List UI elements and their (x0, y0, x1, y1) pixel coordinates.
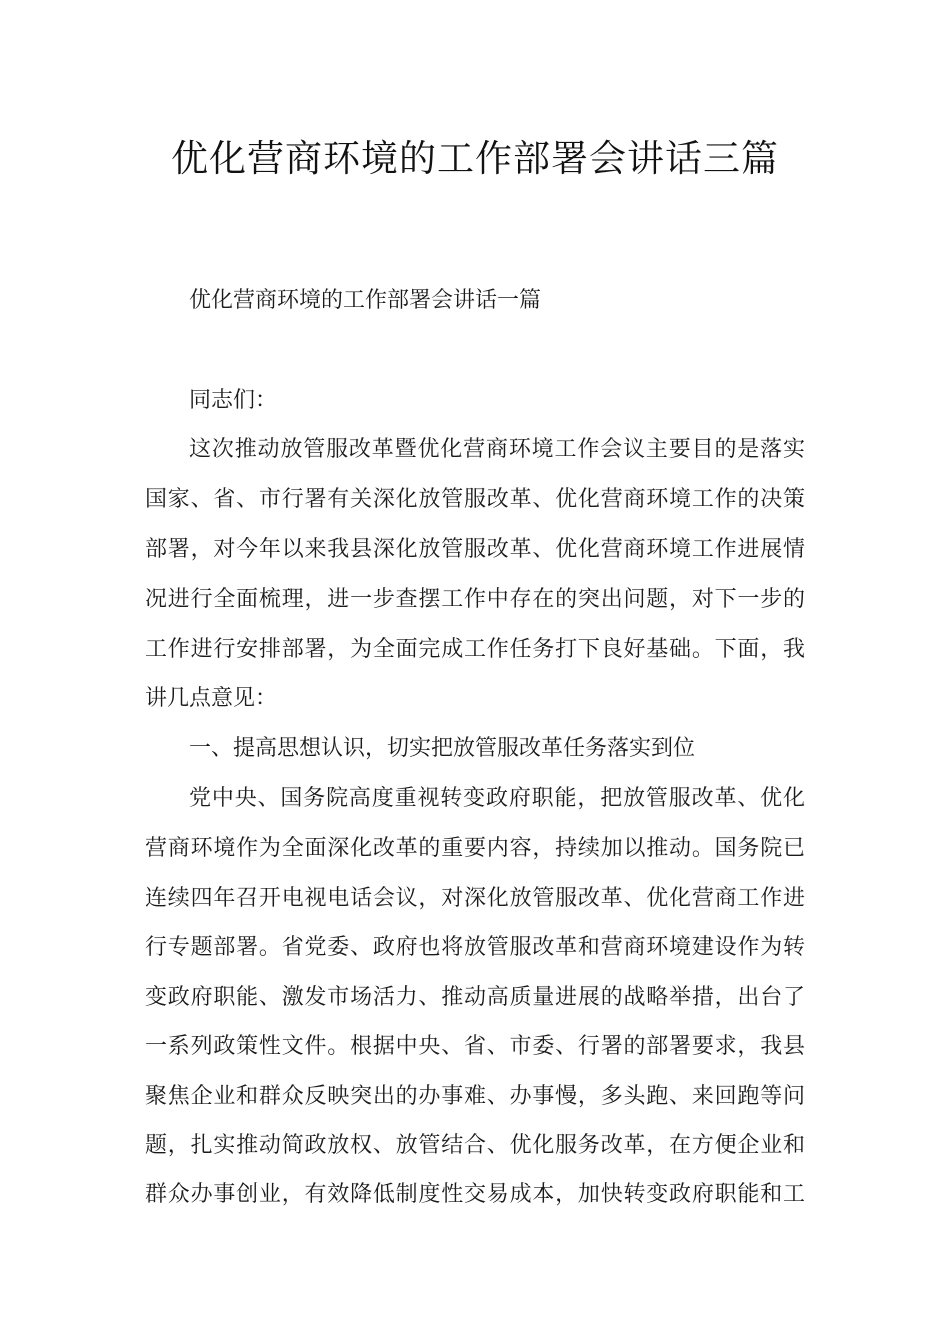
paragraph-1-line-4: 况进行全面梳理，进一步查摆工作中存在的突出问题，对下一步的 (145, 587, 805, 612)
paragraph-1-line-5: 工作进行安排部署，为全面完成工作任务打下良好基础。下面，我 (145, 637, 805, 662)
paragraph-2-line-1: 党中央、国务院高度重视转变政府职能，把放管服改革、优化 (189, 786, 805, 811)
paragraph-1-line-6: 讲几点意见： (145, 686, 278, 711)
paragraph-2-line-4: 行专题部署。省党委、政府也将放管服改革和营商环境建设作为转 (145, 935, 805, 960)
paragraph-2-line-8: 题，扎实推动简政放权、放管结合、优化服务改革，在方便企业和 (145, 1133, 805, 1158)
paragraph-2-line-5: 变政府职能、激发市场活力、推动高质量进展的战略举措，出台了 (145, 985, 805, 1010)
paragraph-2-line-9: 群众办事创业，有效降低制度性交易成本，加快转变政府职能和工 (145, 1182, 805, 1207)
paragraph-2-line-6: 一系列政策性文件。根据中央、省、市委、行署的部署要求，我县 (145, 1034, 805, 1059)
subtitle: 优化营商环境的工作部署会讲话一篇 (189, 288, 542, 313)
paragraph-1-line-1: 这次推动放管服改革暨优化营商环境工作会议主要目的是落实 (189, 437, 805, 462)
paragraph-2-line-7: 聚焦企业和群众反映突出的办事难、办事慢，多头跑、来回跑等问 (145, 1084, 805, 1109)
document-title: 优化营商环境的工作部署会讲话三篇 (171, 137, 779, 180)
paragraph-1-line-2: 国家、省、市行署有关深化放管服改革、优化营商环境工作的决策 (145, 487, 805, 512)
paragraph-2-line-2: 营商环境作为全面深化改革的重要内容，持续加以推动。国务院已 (145, 836, 805, 861)
salutation: 同志们： (189, 388, 278, 413)
section-1-heading: 一、提高思想认识，切实把放管服改革任务落实到位 (189, 736, 696, 761)
paragraph-2-line-3: 连续四年召开电视电话会议，对深化放管服改革、优化营商工作进 (145, 886, 805, 911)
paragraph-1-line-3: 部署，对今年以来我县深化放管服改革、优化营商环境工作进展情 (145, 537, 805, 562)
